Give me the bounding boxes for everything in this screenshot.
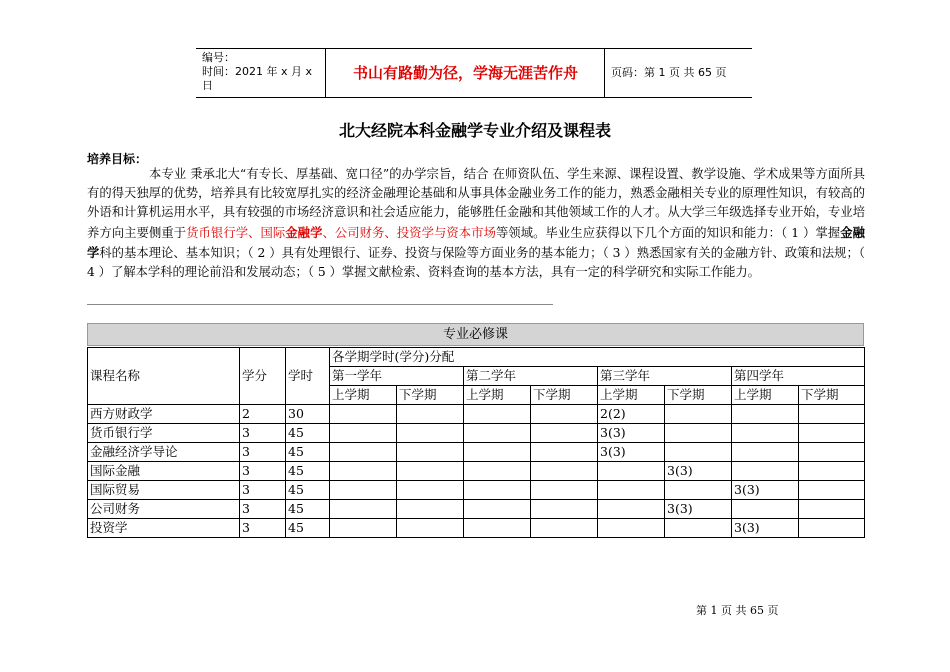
term-hours-cell [665, 481, 732, 500]
course-name-cell: 金融经济学导论 [88, 443, 240, 462]
term-hours-cell [799, 462, 865, 481]
term-hours-cell [531, 462, 598, 481]
course-credit-cell: 2 [240, 405, 286, 424]
term-hours-cell [397, 500, 464, 519]
header-year-3: 第三学年 [598, 367, 732, 386]
header-term-lower: 下学期 [397, 386, 464, 405]
term-hours-cell [732, 424, 799, 443]
header-date: 时间：2021 年 x 月 x 日 [202, 65, 312, 92]
term-hours-cell [464, 500, 531, 519]
course-credit-cell: 3 [240, 519, 286, 538]
goal-label: 培养目标： [87, 152, 148, 166]
term-hours-cell [665, 405, 732, 424]
term-hours-cell [330, 405, 397, 424]
term-hours-cell [531, 443, 598, 462]
term-hours-cell [799, 500, 865, 519]
term-hours-cell [732, 443, 799, 462]
bold-term: 金融学 [87, 224, 865, 260]
header-term-lower: 下学期 [531, 386, 598, 405]
term-hours-cell [330, 519, 397, 538]
course-credit-cell: 3 [240, 462, 286, 481]
header-term-upper: 上学期 [464, 386, 531, 405]
table-row [88, 500, 865, 519]
course-name-cell: 货币银行学 [88, 424, 240, 443]
directions-highlight-c: 、公司财务、投资学与资本市场 [322, 225, 496, 240]
section-title: 专业必修课 [87, 323, 864, 346]
page-header [196, 48, 752, 98]
table-row [88, 443, 865, 462]
header-number-label: 编号： [202, 51, 235, 64]
term-hours-cell [531, 481, 598, 500]
term-hours-cell: 2(2) [598, 405, 665, 424]
term-hours-cell [732, 405, 799, 424]
term-hours-cell [732, 500, 799, 519]
term-hours-cell [531, 500, 598, 519]
term-hours-cell [799, 481, 865, 500]
goal-paragraph [87, 165, 865, 282]
term-hours-cell [598, 519, 665, 538]
table-header-row [88, 348, 865, 367]
term-hours-cell [397, 424, 464, 443]
course-credit-cell: 3 [240, 481, 286, 500]
table-row [88, 424, 865, 443]
term-hours-cell [464, 519, 531, 538]
term-hours-cell [799, 405, 865, 424]
course-name-cell: 投资学 [88, 519, 240, 538]
header-term-upper: 上学期 [732, 386, 799, 405]
term-hours-cell [397, 443, 464, 462]
term-hours-cell [464, 481, 531, 500]
course-table [87, 347, 865, 538]
term-hours-cell [598, 481, 665, 500]
header-term-lower: 下学期 [799, 386, 865, 405]
paragraph-part2: 等领域。毕业生应获得以下几个方面的知识和能力：（ 1 ）掌握 [495, 225, 841, 240]
course-hours-cell: 45 [286, 481, 330, 500]
header-year-2: 第二学年 [464, 367, 598, 386]
paragraph-part1: 本专业 秉承北大“有专长、厚基础、宽口径”的办学宗旨，结合 在师资队伍、学生来源、课程设置、教学设施、学术成果等方面所具有的得天独厚的优势，培养具有比较宽厚扎实的经济金融理论基础和从事具体金融业务工作的能力，熟悉金融相关专业的原理性知识，有较高的外语和计算机运用水平，具有较强的市场经济意识和社会适应能力，能够胜任金融和其他领域工作的人才。从大学三年级选择专业开始，专业培养方向主要侧重于 [87, 167, 865, 240]
course-hours-cell: 45 [286, 424, 330, 443]
table-row [88, 519, 865, 538]
term-hours-cell [330, 443, 397, 462]
term-hours-cell [799, 424, 865, 443]
term-hours-cell: 3(3) [665, 462, 732, 481]
course-hours-cell: 30 [286, 405, 330, 424]
term-hours-cell [397, 405, 464, 424]
directions-highlight-a: 货币银行学、国际 [186, 225, 286, 240]
header-page-code: 页码：第 1 页 共 65 页 [611, 66, 727, 79]
term-hours-cell: 3(3) [598, 424, 665, 443]
term-hours-cell [464, 443, 531, 462]
term-hours-cell [665, 424, 732, 443]
paragraph-part3: 科的基本理论、基本知识；（ 2 ）具有处理银行、证券、投资与保险等方面业务的基本能力；（ 3 ）熟悉国家有关的金融方针、政策和法规；（ 4 ）了解本学科的理论前沿和发展动态；（ 5 ）掌握文献检索、资料查询的基本方法，具有一定的科学研究和实际工作能力。 [87, 245, 865, 280]
term-hours-cell [464, 462, 531, 481]
term-hours-cell [531, 405, 598, 424]
header-hours: 学时 [286, 348, 330, 405]
term-hours-cell [531, 424, 598, 443]
term-hours-cell: 3(3) [665, 500, 732, 519]
course-credit-cell: 3 [240, 500, 286, 519]
directions-highlight-b: 金融学 [285, 224, 323, 240]
term-hours-cell [799, 443, 865, 462]
course-name-cell: 国际贸易 [88, 481, 240, 500]
separator-line [87, 304, 553, 305]
term-hours-cell [732, 462, 799, 481]
table-row [88, 405, 865, 424]
term-hours-cell [598, 500, 665, 519]
header-motto: 书山有路勤为径，学海无涯苦作舟 [327, 49, 605, 97]
header-term-lower: 下学期 [665, 386, 732, 405]
header-year-4: 第四学年 [732, 367, 865, 386]
course-credit-cell: 3 [240, 443, 286, 462]
term-hours-cell: 3(3) [732, 481, 799, 500]
term-hours-cell [330, 462, 397, 481]
course-hours-cell: 45 [286, 519, 330, 538]
term-hours-cell [531, 519, 598, 538]
term-hours-cell [799, 519, 865, 538]
header-distribution: 各学期学时(学分)分配 [330, 348, 865, 367]
page-footer: 第 1 页 共 65 页 [696, 604, 779, 617]
term-hours-cell [397, 519, 464, 538]
term-hours-cell: 3(3) [732, 519, 799, 538]
header-year-1: 第一学年 [330, 367, 464, 386]
course-name-cell: 国际金融 [88, 462, 240, 481]
table-row [88, 481, 865, 500]
term-hours-cell [397, 462, 464, 481]
term-hours-cell: 3(3) [598, 443, 665, 462]
term-hours-cell [598, 462, 665, 481]
term-hours-cell [330, 500, 397, 519]
course-name-cell: 公司财务 [88, 500, 240, 519]
header-meta [196, 49, 326, 97]
term-hours-cell [330, 424, 397, 443]
term-hours-cell [665, 443, 732, 462]
header-credit: 学分 [240, 348, 286, 405]
term-hours-cell [397, 481, 464, 500]
course-hours-cell: 45 [286, 462, 330, 481]
term-hours-cell [464, 424, 531, 443]
table-row [88, 462, 865, 481]
header-course-name: 课程名称 [88, 348, 240, 405]
header-term-upper: 上学期 [598, 386, 665, 405]
course-hours-cell: 45 [286, 500, 330, 519]
course-name-cell: 西方财政学 [88, 405, 240, 424]
term-hours-cell [464, 405, 531, 424]
course-hours-cell: 45 [286, 443, 330, 462]
header-term-upper: 上学期 [330, 386, 397, 405]
course-credit-cell: 3 [240, 424, 286, 443]
page-title: 北大经院本科金融学专业介绍及课程表 [338, 121, 611, 140]
term-hours-cell [330, 481, 397, 500]
term-hours-cell [665, 519, 732, 538]
